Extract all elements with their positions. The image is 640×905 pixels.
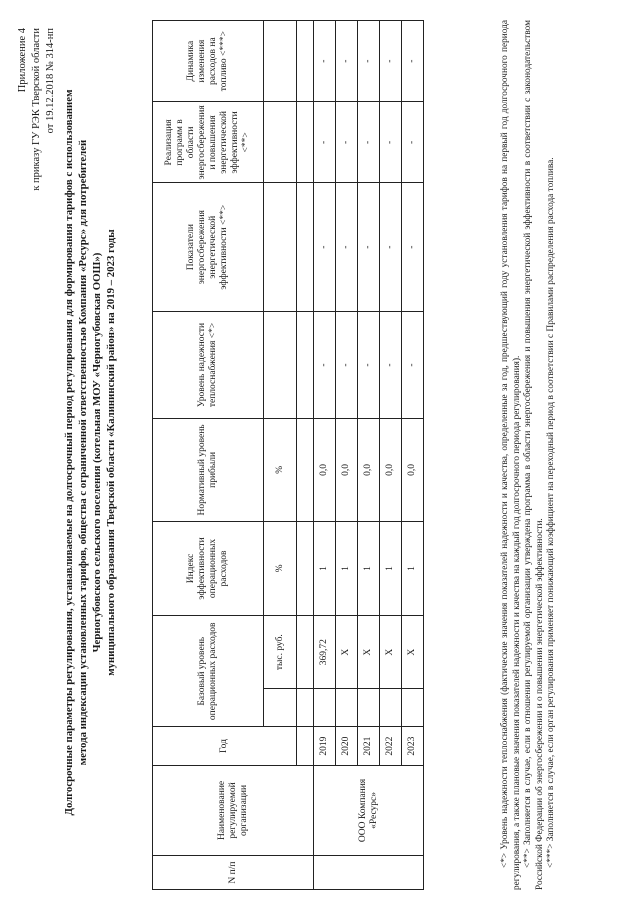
units-blank [264,689,297,727]
energy-cell: - [358,183,380,311]
header-org: Наименование регулируемой организации [153,765,314,855]
header-fuel: Динамика изменения расходов на топливо <***> [153,21,264,102]
fuel-cell: - [314,21,336,102]
appendix-header [16,28,58,191]
base-cell: 369,72 [314,616,336,689]
header-base: Базовый уровень операционных расходов [153,616,264,727]
base-cell: Х [336,616,358,689]
footnote-energy: <**> Заполняется в случае, если в отношении регулируемой организации утверждена программа в области энергосбережения и повышения энергетической эффективности в соответствии с законодательством Российской Федерации об энергосбережении и о повышении энергетической эффективности. [523,20,545,890]
index-cell: 1 [336,521,358,616]
profit-cell: 0,0 [314,419,336,522]
energy-cell: - [402,183,424,311]
fuel-cell: - [380,21,402,102]
reliability-cell: - [314,311,336,418]
program-cell: - [336,102,358,183]
year-cell: 2023 [402,727,424,766]
org-name-cell: ООО Компания «Ресурс» [314,765,424,855]
header-profit: Нормативный уровень прибыли [153,419,264,522]
header-program: Реализация программ в области энергосбережения и повышения энергетической эффективности <**> [153,102,264,183]
appendix-number: Приложение 4 [17,28,28,93]
row-num-cell [314,856,424,890]
base-cell: Х [358,616,380,689]
title-line-1: Долгосрочные параметры регулирования, устанавливаемые на долгосрочный период регулирования для формирования тарифов с использованием [63,89,75,816]
units-profit: % [264,419,297,522]
header-energy: Показатели энергосбережения энергетической эффективности <**> [153,183,264,311]
reliability-cell: - [402,311,424,418]
title-line-4: муниципального образования Тверской области «Калининский район» на 2019 – 2023 годы [105,229,117,676]
program-cell: - [358,102,380,183]
footnote-fuel: <***> Заполняется в случае, если орган регулирования применяет понижающий коэффициент на переходный период в соответствии с Правилами распределения расхода топлива. [546,157,556,868]
document-title [62,30,118,875]
base-cell: Х [380,616,402,689]
appendix-order-date: от 19.12.2018 № 314-нп [45,28,56,134]
title-line-3: Черногубовского сельского поселения (котельная МОУ «Черногубовская ООШ») [91,252,103,653]
parameters-table [152,20,424,890]
profit-cell: 0,0 [402,419,424,522]
year-cell: 2022 [380,727,402,766]
profit-cell: 0,0 [336,419,358,522]
index-cell: 1 [402,521,424,616]
footnote-reliability: <*> Уровень надежности теплоснабжения (фактические значения показателей надежности и качества, определенные за год, предшествующий году установления тарифов на первый год долгосрочного периода регулирования, а также плановые значения показателей надежности и качества на каждый год долгосрочного периода регулирования). [500,20,522,890]
header-index: Индекс эффективности операционных расходов [153,521,264,616]
profit-cell: 0,0 [380,419,402,522]
energy-cell: - [314,183,336,311]
fuel-cell: - [402,21,424,102]
header-reliability: Уровень надежности теплоснабжения <*> [153,311,264,418]
units-index: % [264,521,297,616]
program-cell: - [314,102,336,183]
fuel-cell: - [358,21,380,102]
index-cell: 1 [380,521,402,616]
table-spacer-row [297,21,314,890]
table-row [380,21,402,890]
energy-cell: - [380,183,402,311]
appendix-order-ref: к приказу ГУ РЭК Тверской области [31,28,42,191]
index-cell: 1 [358,521,380,616]
fuel-cell: - [336,21,358,102]
table-row [336,21,358,890]
header-num: N п/п [153,856,314,890]
reliability-cell: - [380,311,402,418]
title-line-2: метода индексации установленных тарифов, общества с ограниченной ответственностью Компания «Ресурс» для потребителей [77,139,89,766]
reliability-cell: - [336,311,358,418]
program-cell: - [380,102,402,183]
table-row [402,21,424,890]
base-cell: Х [402,616,424,689]
table-row [358,21,380,890]
year-cell: 2021 [358,727,380,766]
year-cell: 2019 [314,727,336,766]
index-cell: 1 [314,521,336,616]
footnotes [500,20,558,890]
table-header-row [153,21,264,890]
table-row [314,21,336,890]
reliability-cell: - [358,311,380,418]
year-cell: 2020 [336,727,358,766]
program-cell: - [402,102,424,183]
profit-cell: 0,0 [358,419,380,522]
energy-cell: - [336,183,358,311]
units-base: тыс. руб. [264,616,297,689]
header-year: Год [153,727,297,766]
